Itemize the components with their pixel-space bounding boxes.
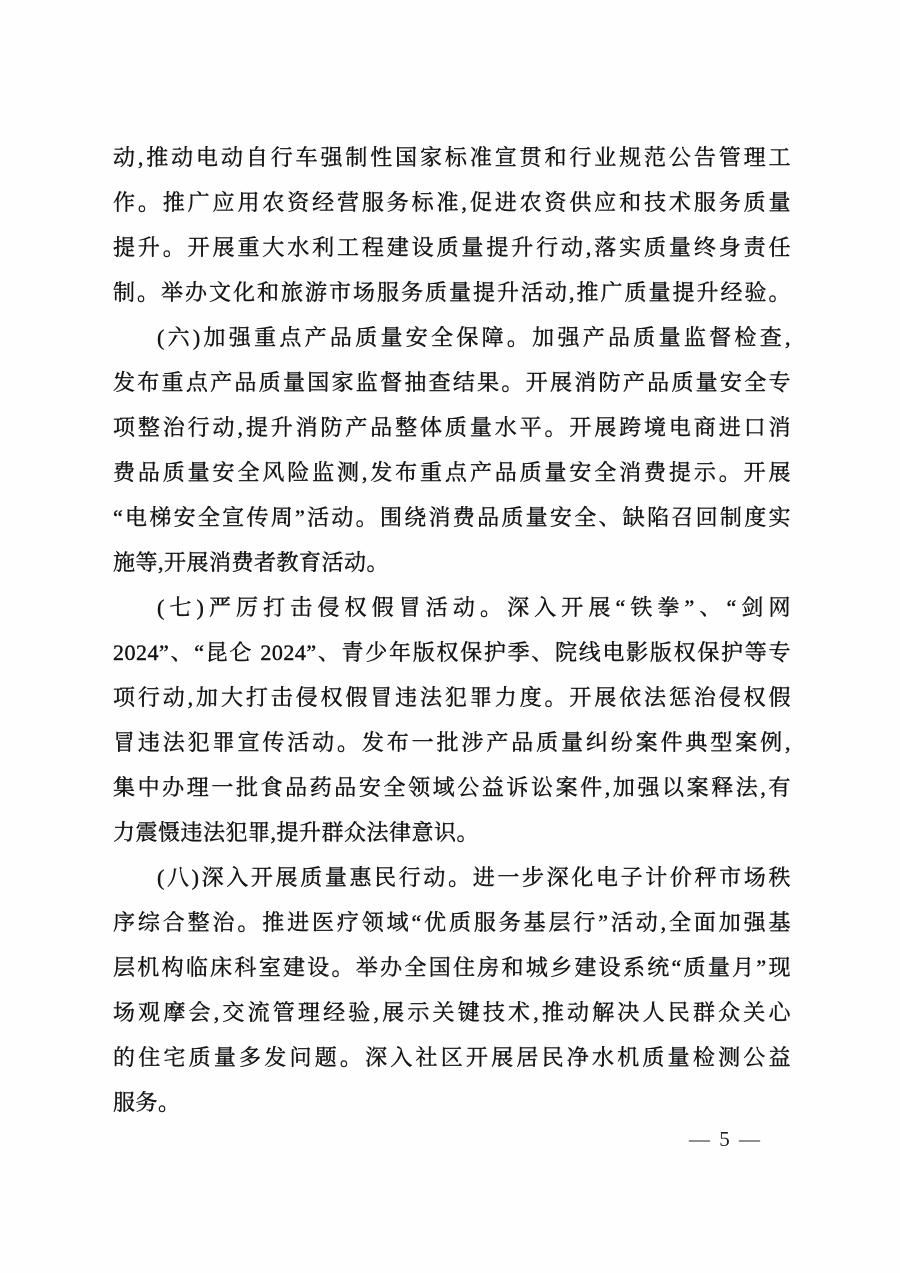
paragraph-item-6 xyxy=(113,315,791,585)
text-line: 发布重点产品质量国家监督抽查结果。开展消防产品质量安全专 xyxy=(113,370,791,395)
text-line: 序综合整治。推进医疗领域“优质服务基层行”活动,全面加强基 xyxy=(113,910,791,935)
text-line: 费品质量安全风险监测,发布重点产品质量安全消费提示。开展 xyxy=(113,460,791,485)
text-line: 2024”、“昆仑 2024”、青少年版权保护季、院线电影版权保护等专 xyxy=(113,640,791,665)
text-line: 制。举办文化和旅游市场服务质量提升活动,推广质量提升经验。 xyxy=(113,280,791,305)
text-line: 冒违法犯罪宣传活动。发布一批涉产品质量纠纷案件典型案例, xyxy=(113,730,791,755)
text-line: 项整治行动,提升消防产品整体质量水平。开展跨境电商进口消 xyxy=(113,415,791,440)
text-line: 施等,开展消费者教育活动。 xyxy=(113,550,390,575)
text-line: 力震慑违法犯罪,提升群众法律意识。 xyxy=(113,820,480,845)
text-line: 场观摩会,交流管理经验,展示关键技术,推动解决人民群众关心 xyxy=(113,1000,791,1025)
text-line: (七)严厉打击侵权假冒活动。深入开展“铁拳”、“剑网 xyxy=(157,595,791,620)
text-line: 动,推动电动自行车强制性国家标准宣贯和行业规范公告管理工 xyxy=(113,145,791,170)
text-line: (六)加强重点产品质量安全保障。加强产品质量监督检查, xyxy=(157,325,791,350)
page-number: — 5 — xyxy=(689,1127,762,1151)
document-body xyxy=(113,135,791,1125)
text-line: 层机构临床科室建设。举办全国住房和城乡建设系统“质量月”现 xyxy=(113,955,791,980)
text-line: (八)深入开展质量惠民行动。进一步深化电子计价秤市场秩 xyxy=(157,865,791,890)
text-line: 提升。开展重大水利工程建设质量提升行动,落实质量终身责任 xyxy=(113,235,791,260)
text-line: 作。推广应用农资经营服务标准,促进农资供应和技术服务质量 xyxy=(113,190,791,215)
paragraph-continuation xyxy=(113,135,791,315)
paragraph-item-8 xyxy=(113,855,791,1125)
text-line: 服务。 xyxy=(113,1090,181,1115)
text-line: 集中办理一批食品药品安全领域公益诉讼案件,加强以案释法,有 xyxy=(113,775,791,800)
text-line: “电梯安全宣传周”活动。围绕消费品质量安全、缺陷召回制度实 xyxy=(113,505,791,530)
text-line: 的住宅质量多发问题。深入社区开展居民净水机质量检测公益 xyxy=(113,1045,791,1070)
paragraph-item-7 xyxy=(113,585,791,855)
text-line: 项行动,加大打击侵权假冒违法犯罪力度。开展依法惩治侵权假 xyxy=(113,685,791,710)
